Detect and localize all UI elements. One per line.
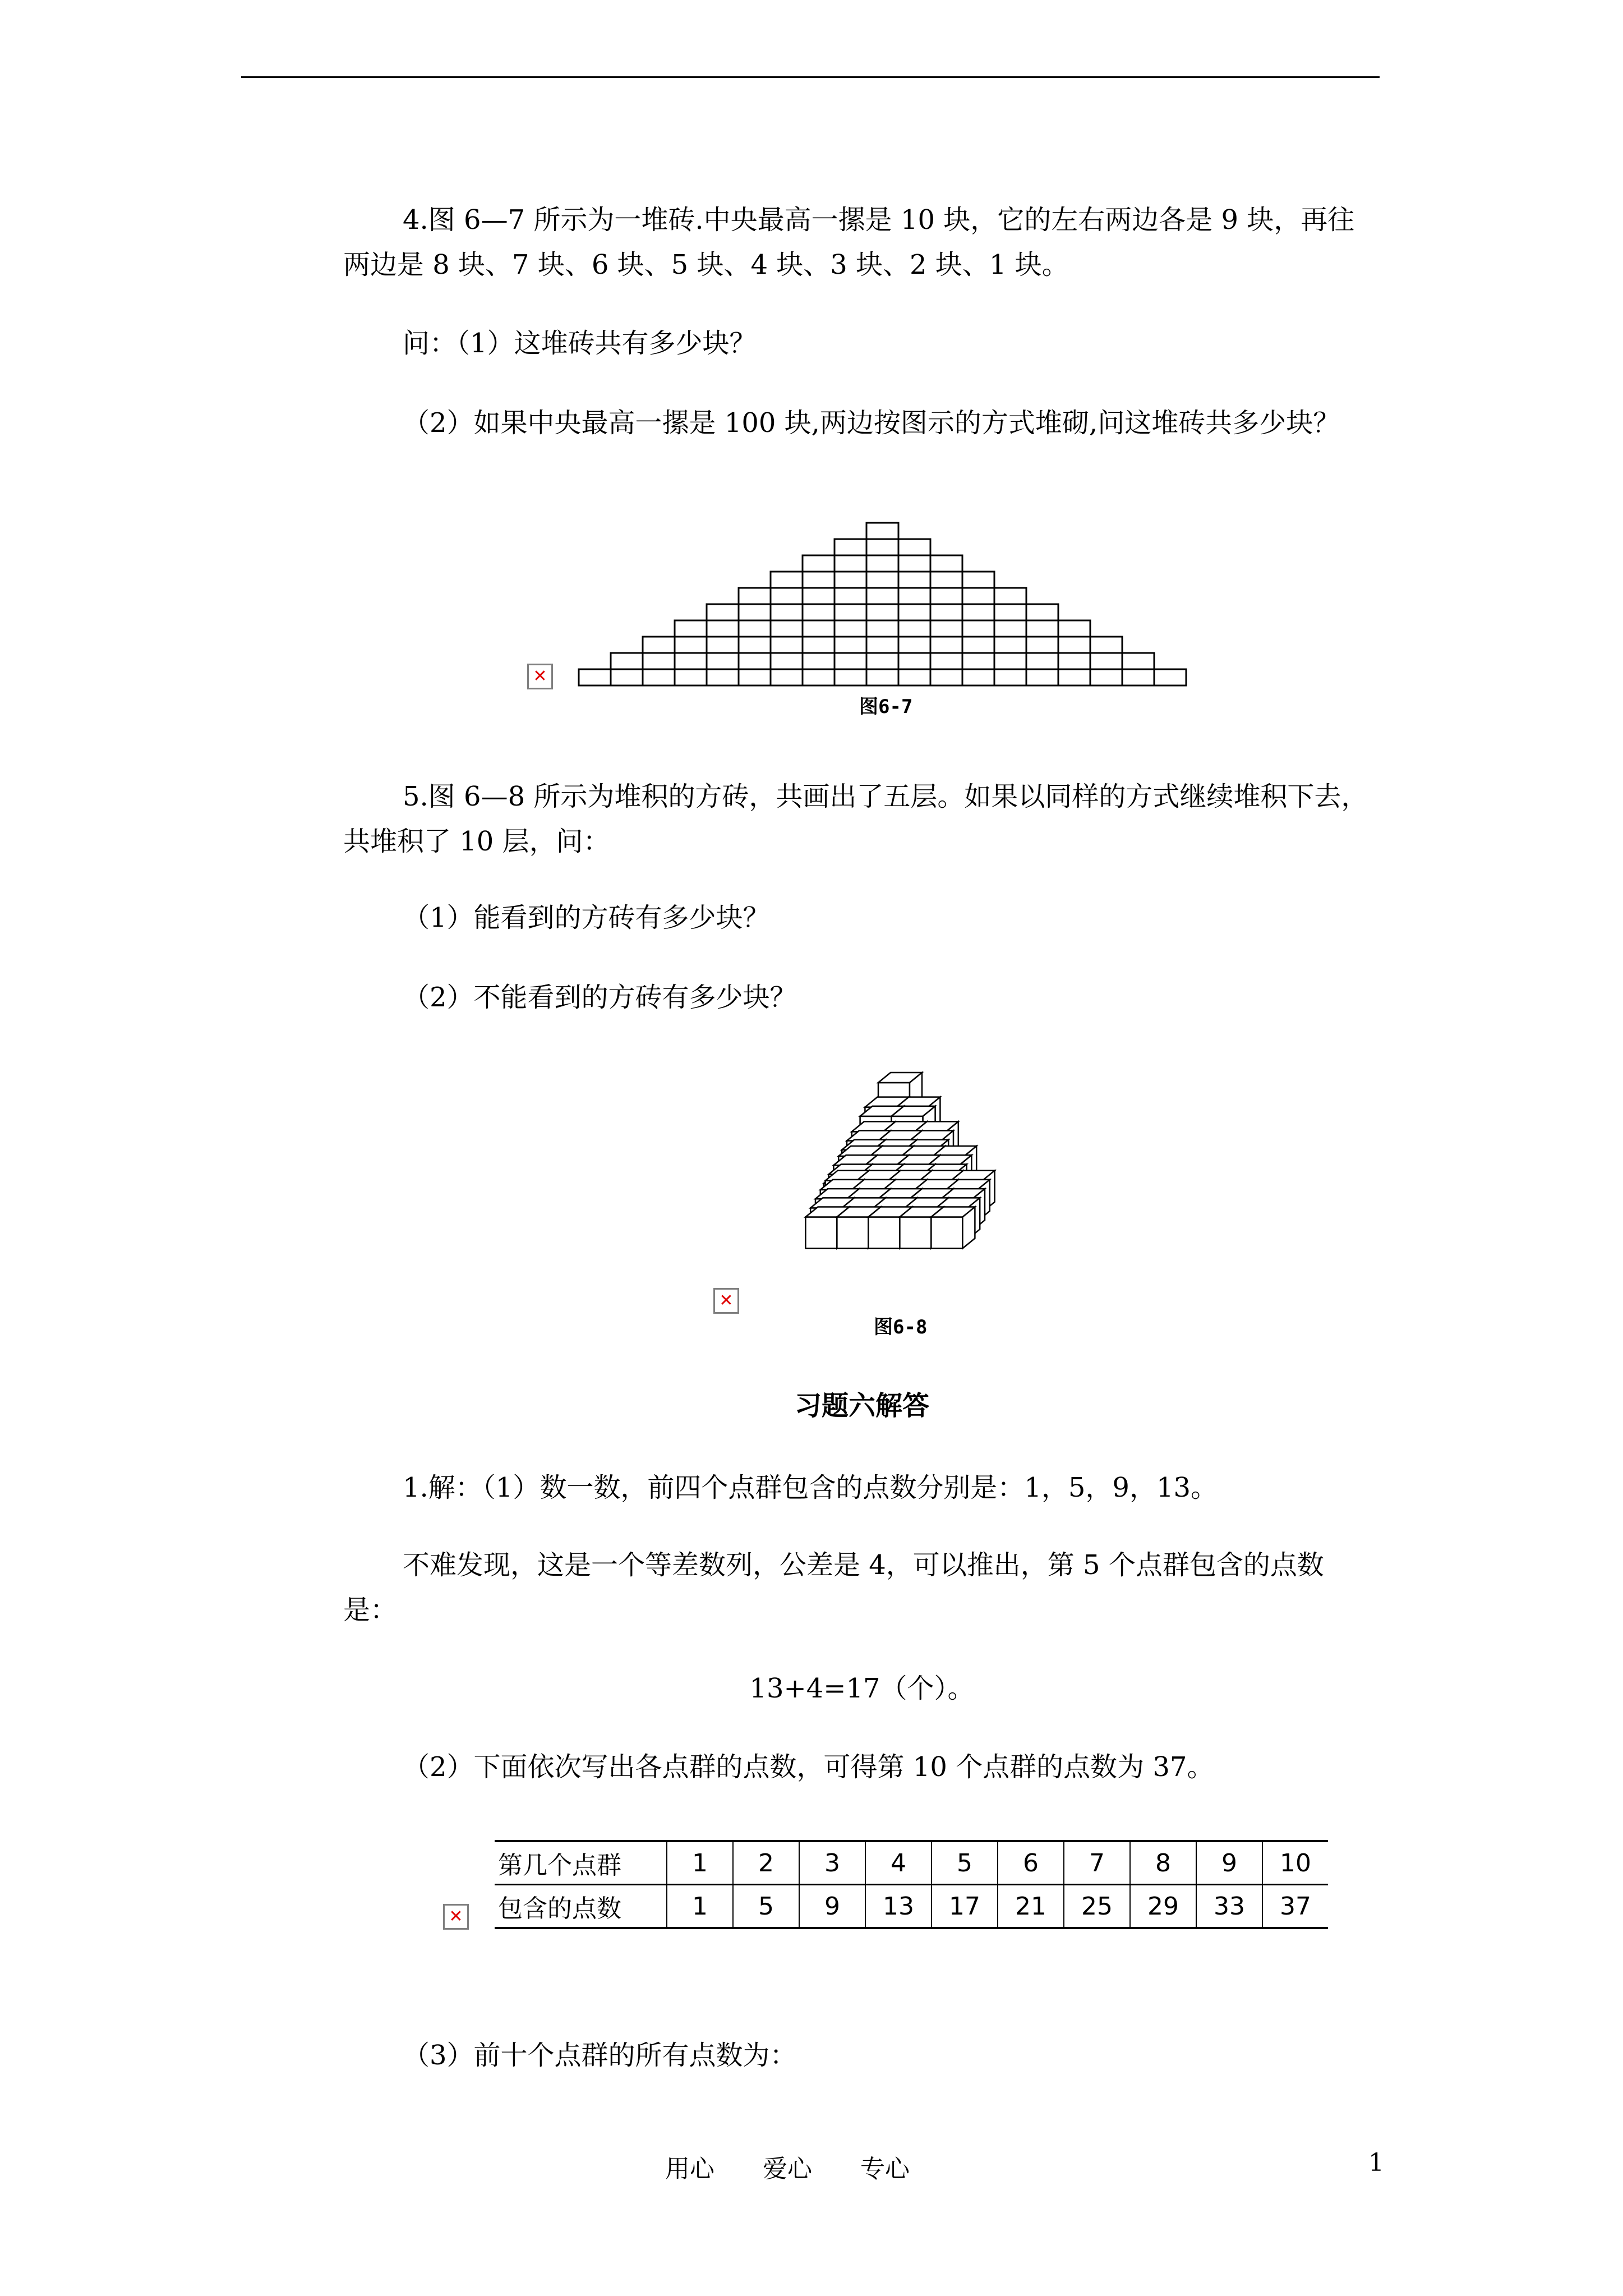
brick [1090,637,1122,653]
answers-heading: 习题六解答 [794,1390,929,1421]
brick [930,572,962,588]
brick [771,604,803,620]
brick [930,637,962,653]
table-cell: 9 [799,1885,865,1929]
brick [739,588,771,604]
brick [771,572,803,588]
brick [898,620,930,637]
brick [930,555,962,572]
figure-6-8-caption: 图6-8 [874,1316,928,1338]
brick [834,572,866,588]
table-cell: 7 [1064,1841,1130,1885]
table-cell: 5 [932,1841,998,1885]
brick [739,669,771,685]
point-count-table [495,1840,1328,1929]
brick [994,637,1026,653]
brick [1026,604,1058,620]
brick [1090,653,1122,669]
brick [962,620,994,637]
brick [834,539,866,555]
brick [898,555,930,572]
brick-pile-figure [578,500,1195,691]
brick [898,604,930,620]
table-cell: 25 [1064,1885,1130,1929]
footer-right: 专心 [860,2155,910,2183]
brick [866,588,898,604]
problem5-question2: （2）不能看到的方砖有多少块？ [403,982,797,1013]
brick [771,588,803,604]
brick [643,637,675,653]
brick [994,604,1026,620]
header-rule [241,76,1380,78]
brick [930,669,962,685]
brick [962,637,994,653]
brick [707,653,739,669]
brick [707,637,739,653]
table-row [495,1841,1328,1885]
brick [1154,669,1186,685]
problem5-line1: 5.图 6—8 所示为堆积的方砖，共画出了五层。如果以同样的方式继续堆积下去， [403,781,1368,812]
table-cell: 17 [932,1885,998,1929]
problem5-question1: （1）能看到的方砖有多少块？ [403,902,770,933]
brick [739,653,771,669]
brick [611,653,643,669]
brick [803,620,834,637]
problem4-question1: 问：（1）这堆砖共有多少块？ [403,328,757,359]
brick [803,637,834,653]
brick [834,669,866,685]
answer1-line: 1.解：（1）数一数，前四个点群包含的点数分别是：1，5，9，13。 [403,1472,1218,1503]
brick [866,669,898,685]
brick [866,604,898,620]
brick [834,588,866,604]
brick [1122,669,1154,685]
brick [803,555,834,572]
table-cell: 9 [1196,1841,1262,1885]
brick [898,653,930,669]
table-row-label: 第几个点群 [495,1841,667,1885]
brick [962,669,994,685]
table-cell: 21 [998,1885,1064,1929]
brick [994,620,1026,637]
brick [579,669,611,685]
brick [1058,620,1090,637]
table-cell: 2 [733,1841,799,1885]
brick [803,604,834,620]
footer-left: 用心 [665,2155,714,2183]
table-row [495,1885,1328,1929]
table-cell: 8 [1130,1841,1196,1885]
brick [803,588,834,604]
brick [611,669,643,685]
brick [1090,669,1122,685]
brick [866,555,898,572]
brick [1058,637,1090,653]
brick [866,539,898,555]
brick [866,572,898,588]
brick [962,588,994,604]
table-cell: 37 [1262,1885,1328,1929]
answer3-line: （2）下面依次写出各点群的点数，可得第 10 个点群的点数为 37。 [403,1751,1214,1783]
brick [898,588,930,604]
brick [803,669,834,685]
brick [898,572,930,588]
broken-image-icon [443,1904,469,1930]
brick [707,669,739,685]
cube [931,1207,975,1249]
table-cell: 13 [865,1885,932,1929]
brick [834,555,866,572]
table-cell: 33 [1196,1885,1262,1929]
brick [866,523,898,539]
table-cell: 3 [799,1841,865,1885]
brick [898,539,930,555]
table-cell: 1 [667,1885,733,1929]
brick [1026,669,1058,685]
broken-image-icon [527,664,553,689]
brick [994,653,1026,669]
brick [675,669,707,685]
figure-6-7-caption: 图6-7 [859,696,913,718]
brick [1058,653,1090,669]
answer4-line: （3）前十个点群的所有点数为： [403,2040,797,2071]
brick [675,637,707,653]
table-cell: 6 [998,1841,1064,1885]
table-cell: 10 [1262,1841,1328,1885]
table-cell: 1 [667,1841,733,1885]
brick [834,637,866,653]
brick [930,620,962,637]
brick [994,669,1026,685]
brick [930,588,962,604]
brick [1026,653,1058,669]
brick [803,653,834,669]
table-row-label: 包含的点数 [495,1885,667,1929]
table-cell: 4 [865,1841,932,1885]
brick [834,653,866,669]
table-cell: 5 [733,1885,799,1929]
problem4-line2: 两边是 8 块、7 块、6 块、5 块、4 块、3 块、2 块、1 块。 [343,249,1069,280]
brick [739,637,771,653]
brick [643,669,675,685]
cube-pyramid-figure [796,1060,1004,1301]
table-cell: 29 [1130,1885,1196,1929]
problem4-question2: （2）如果中央最高一摞是 100 块,两边按图示的方式堆砌,问这堆砖共多少块？ [403,407,1340,439]
answer2-line1: 不难发现，这是一个等差数列，公差是 4，可以推出，第 5 个点群包含的点数 [403,1549,1324,1581]
brick [1122,653,1154,669]
brick [803,572,834,588]
brick [739,604,771,620]
brick [930,653,962,669]
brick [643,653,675,669]
brick [930,604,962,620]
problem5-line2: 共堆积了 10 层，问： [343,826,610,857]
brick [1026,620,1058,637]
brick [866,620,898,637]
brick [866,653,898,669]
brick [994,588,1026,604]
brick [866,637,898,653]
broken-image-icon [713,1288,739,1314]
brick [739,620,771,637]
brick [834,604,866,620]
brick [962,653,994,669]
brick [834,620,866,637]
brick [707,604,739,620]
brick [675,653,707,669]
brick [771,620,803,637]
brick [1026,637,1058,653]
brick [898,637,930,653]
brick [675,620,707,637]
footer-mid: 爱心 [763,2155,812,2183]
brick [771,653,803,669]
brick [771,637,803,653]
brick [1058,669,1090,685]
brick [707,620,739,637]
formula-line: 13+4=17（个）。 [749,1673,975,1704]
answer2-line2: 是： [343,1594,398,1626]
brick [962,572,994,588]
brick [898,669,930,685]
page-number: 1 [1368,2148,1384,2177]
brick [962,604,994,620]
problem4-line1: 4.图 6—7 所示为一堆砖.中央最高一摞是 10 块，它的左右两边各是 9 块，再往 [403,204,1355,236]
brick [771,669,803,685]
